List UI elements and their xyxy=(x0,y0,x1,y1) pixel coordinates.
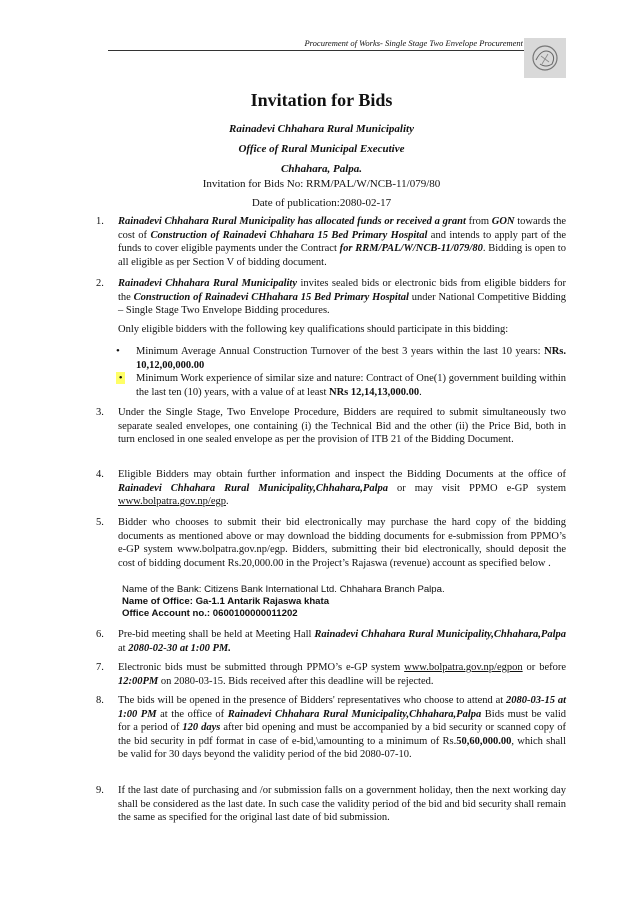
bank-name: Name of the Bank: Citizens Bank International Ltd. Chhahara Branch Palpa. xyxy=(122,584,445,595)
bullet-icon: • xyxy=(116,372,126,384)
paragraph-8: The bids will be opened in the presence of Bidders' representatives who choose to attend at 2080-03-15 at 1:00 PM at the office of Rainadevi Chhahara Rural Municipality,Chhahara,Palpa Bids must be valid for a period of 120 days after bid opening and must be accompanied by a bid security or scanned copy of the bid security in pdf format in case of e-bid,\amounting to a minimum of Rs.50,60,000.00, which shall be valid for 30 days beyond the validity period of the bid 2080-07-10. xyxy=(118,695,566,761)
paragraph-6: Pre-bid meeting shall be held at Meeting Hall Rainadevi Chhahara Rural Municipality,Chhahara,Palpa at 2080-02-30 at 1:00 PM. xyxy=(118,629,566,654)
item-number-4: 4. xyxy=(96,469,104,480)
item-number-5: 5. xyxy=(96,517,104,528)
municipality-logo xyxy=(524,38,566,78)
header-rule xyxy=(108,50,563,51)
page-title: Invitation for Bids xyxy=(250,90,393,110)
running-header: Procurement of Works- Single Stage Two Envelope Procurement xyxy=(304,38,523,48)
ifb-number: Invitation for Bids No: RRM/PAL/W/NCB-11/079/80 xyxy=(202,178,441,190)
item-number-7: 7. xyxy=(96,662,104,673)
location: Chhahara, Palpa. xyxy=(281,163,362,175)
bullet-icon: • xyxy=(116,345,120,357)
qualification-turnover: Minimum Average Annual Construction Turnover of the best 3 years within the last 10 years: NRs. 10,12,00,000.00 xyxy=(136,346,566,371)
qualification-experience: Minimum Work experience of similar size and nature: Contract of One(1) government building within the last ten (10) years, with a value of at least NRs 12,14,13,000.00. xyxy=(136,373,566,398)
item-number-2: 2. xyxy=(96,278,104,289)
item-number-6: 6. xyxy=(96,629,104,640)
paragraph-2: Rainadevi Chhahara Rural Municipality invites sealed bids or electronic bids from eligible bidders for the Construction of Rainadevi CHhahara 15 Bed Primary Hospital under National Competitive Bidding – Single Stage Two Envelope Bidding procedures. xyxy=(118,278,567,317)
paragraph-7: Electronic bids must be submitted through PPMO’s e-GP system www.bolpatra.gov.np/egpon or before 12:00PM on 2080-03-15. Bids received after this deadline will be rejected. xyxy=(118,662,567,687)
paragraph-4: Eligible Bidders may obtain further information and inspect the Bidding Documents at the office of Rainadevi Chhahara Rural Municipality,Chhahara,Palpa or may visit PPMO e-GP system www.bolpatra.gov.np/egp. xyxy=(118,469,566,508)
egp-link[interactable]: www.bolpatra.gov.np/egp xyxy=(118,496,226,508)
paragraph-3: Under the Single Stage, Two Envelope Procedure, Bidders are required to submit simultaneously two separate sealed envelopes, one containing (i) the Technical Bid and the other (ii) the Price Bid, both in turn enclosed in one sealed envelope as per the provision of ITB 21 of the Bidding Document. xyxy=(118,407,566,446)
office-account-name: Name of Office: Ga-1.1 Antarik Rajaswa khata xyxy=(122,596,330,607)
item-number-3: 3. xyxy=(96,407,104,418)
eligibility-intro: Only eligible bidders with the following key qualifications should participate in this bidding: xyxy=(118,324,509,335)
publication-date: Date of publication:2080-02-17 xyxy=(251,197,392,209)
office-name: Office of Rural Municipal Executive xyxy=(238,143,405,155)
item-number-9: 9. xyxy=(96,785,104,796)
paragraph-1: Rainadevi Chhahara Rural Municipality has allocated funds or received a grant from GON towards the cost of Construction of Rainadevi Chhahara 15 Bed Primary Hospital and intends to apply part of the funds to cover eligible payments under the Contract for RRM/PAL/W/NCB-11/079/80. Bidding is open to all eligible as per Section V of bidding document. xyxy=(118,216,566,268)
office-account-number: Office Account no.: 0600100000011202 xyxy=(122,608,298,619)
egp-submission-link[interactable]: www.bolpatra.gov.np/egpon xyxy=(404,662,523,673)
paragraph-9: If the last date of purchasing and /or submission falls on a government holiday, then the next working day shall be considered as the last date. In such case the validity period of the bid and bid security shall remain the same as specified for the original last date of bid submission. xyxy=(118,785,566,824)
item-number-8: 8. xyxy=(96,695,104,706)
item-number-1: 1. xyxy=(96,216,104,227)
municipality-name: Rainadevi Chhahara Rural Municipality xyxy=(229,123,414,135)
paragraph-5: Bidder who chooses to submit their bid electronically may purchase the hard copy of the bidding documents as mentioned above or may download the bidding documents for e-submission from PPMO’s e-GP system www.bolpatra.gov.np/egp. Bidders, submitting their bid electronically, should deposit the cost of bidding document Rs.20,000.00 in the Project’s Rajaswa (revenue) account as specified below . xyxy=(118,517,566,569)
